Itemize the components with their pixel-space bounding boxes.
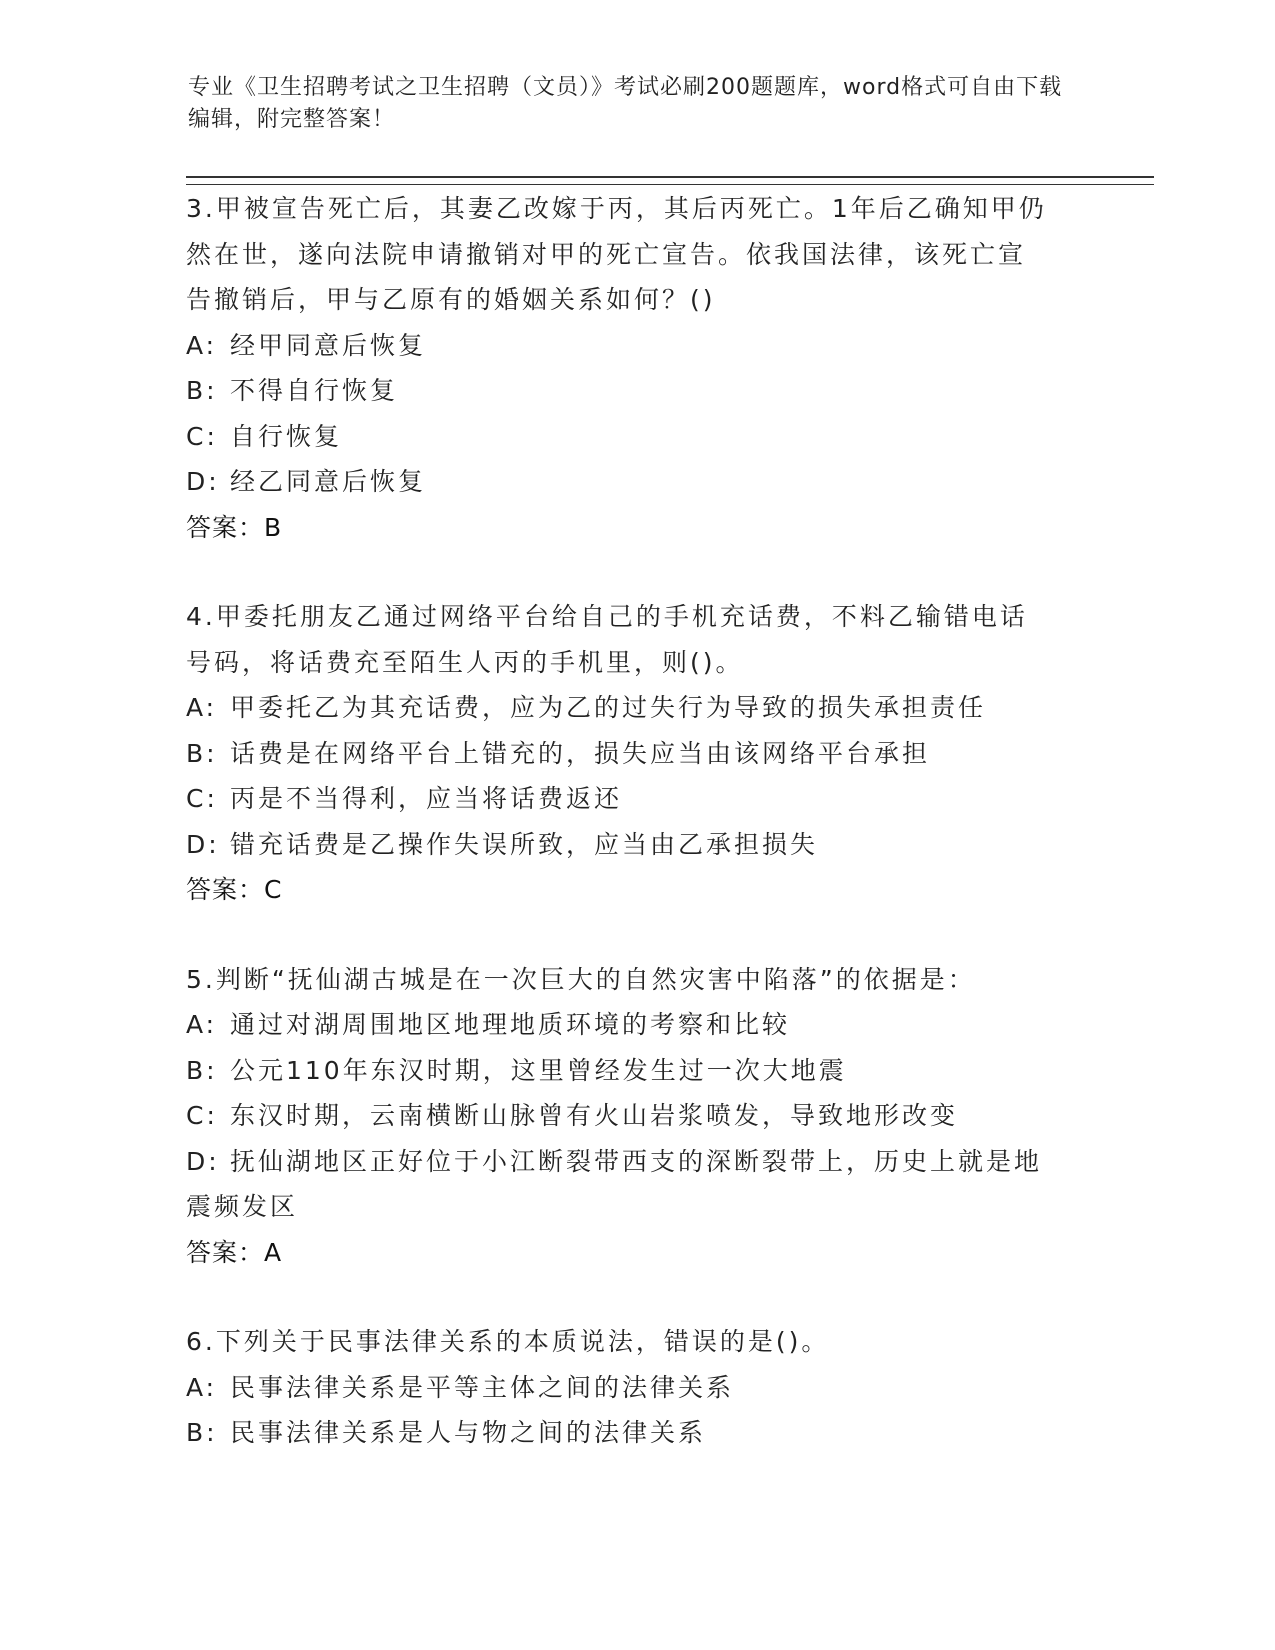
option-text: 丙是不当得利，应当将话费返还 [230,784,623,813]
option-b [186,368,1086,414]
option-letter: A: [186,693,218,722]
question-stem-line: 号码，将话费充至陌生人丙的手机里，则()。 [186,647,744,677]
option-letter: B: [186,376,218,405]
option-text: 经甲同意后恢复 [230,330,427,360]
option-text: 抚仙湖地区正好位于小江断裂带西支的深断裂带上，历史上就是地 [230,1146,1043,1176]
question-5 [186,957,1086,1276]
question-stem-line: 6.下列关于民事法律关系的本质说法，错误的是()。 [186,1327,830,1356]
question-stem-line: 告撤销后，甲与乙原有的婚姻关系如何？() [186,285,716,314]
option-text: 自行恢复 [230,421,343,451]
question-3 [186,186,1086,550]
option-text: 错充话费是乙操作失误所致，应当由乙承担损失 [230,829,819,859]
answer-line: 答案：B [186,512,283,542]
option-text: 东汉时期，云南横断山脉曾有火山岩浆喷发，导致地形改变 [230,1101,959,1130]
question-stem-line: 3.甲被宣告死亡后，其妻乙改嫁于丙，其后丙死亡。1年后乙确知甲仍 [186,194,1047,223]
option-letter: C: [186,784,218,813]
option-text: 民事法律关系是平等主体之间的法律关系 [230,1372,735,1402]
option-letter: D: [186,1146,220,1176]
option-a [186,323,1086,369]
option-letter: C: [186,421,218,451]
option-letter: B: [186,738,218,768]
option-b [186,731,1086,777]
question-4 [186,594,1086,913]
option-letter: A: [186,330,218,360]
option-d [186,822,1086,868]
option-d [186,459,1086,505]
option-b [186,1410,1086,1456]
question-6 [186,1319,1086,1456]
option-a [186,1002,1086,1048]
option-text: 不得自行恢复 [230,376,399,405]
question-stem-line: 4.甲委托朋友乙通过网络平台给自己的手机充话费，不料乙输错电话 [186,602,1028,631]
page-header: 专业《卫生招聘考试之卫生招聘（文员）》考试必刷200题题库，word格式可自由下载编辑，附完整答案！ [188,75,1063,132]
option-text: 甲委托乙为其充话费，应为乙的过失行为导致的损失承担责任 [230,693,987,722]
option-text: 公元110年东汉时期，这里曾经发生过一次大地震 [230,1055,847,1085]
option-a [186,1365,1086,1411]
option-d-continuation: 震频发区 [186,1192,299,1221]
question-stem-line: 然在世，遂向法院申请撤销对甲的死亡宣告。依我国法律，该死亡宣 [186,239,1027,269]
option-letter: A: [186,1372,218,1402]
question-list [186,186,1086,1500]
option-c [186,776,1086,822]
answer-line: 答案：A [186,1237,283,1267]
option-letter: C: [186,1101,218,1130]
option-letter: D: [186,829,220,859]
option-text: 经乙同意后恢复 [230,467,427,496]
answer-line: 答案：C [186,875,283,904]
option-d [186,1139,1086,1185]
option-c [186,1093,1086,1139]
option-letter: A: [186,1010,218,1039]
header-divider [186,176,1154,185]
option-letter: B: [186,1055,218,1085]
option-letter: B: [186,1418,218,1447]
option-letter: D: [186,467,220,496]
option-text: 话费是在网络平台上错充的，损失应当由该网络平台承担 [230,738,931,768]
option-c [186,414,1086,460]
option-b [186,1048,1086,1094]
question-stem-line: 5.判断“抚仙湖古城是在一次巨大的自然灾害中陷落”的依据是： [186,964,976,994]
option-text: 民事法律关系是人与物之间的法律关系 [230,1418,707,1447]
option-a [186,685,1086,731]
option-text: 通过对湖周围地区地理地质环境的考察和比较 [230,1010,791,1039]
